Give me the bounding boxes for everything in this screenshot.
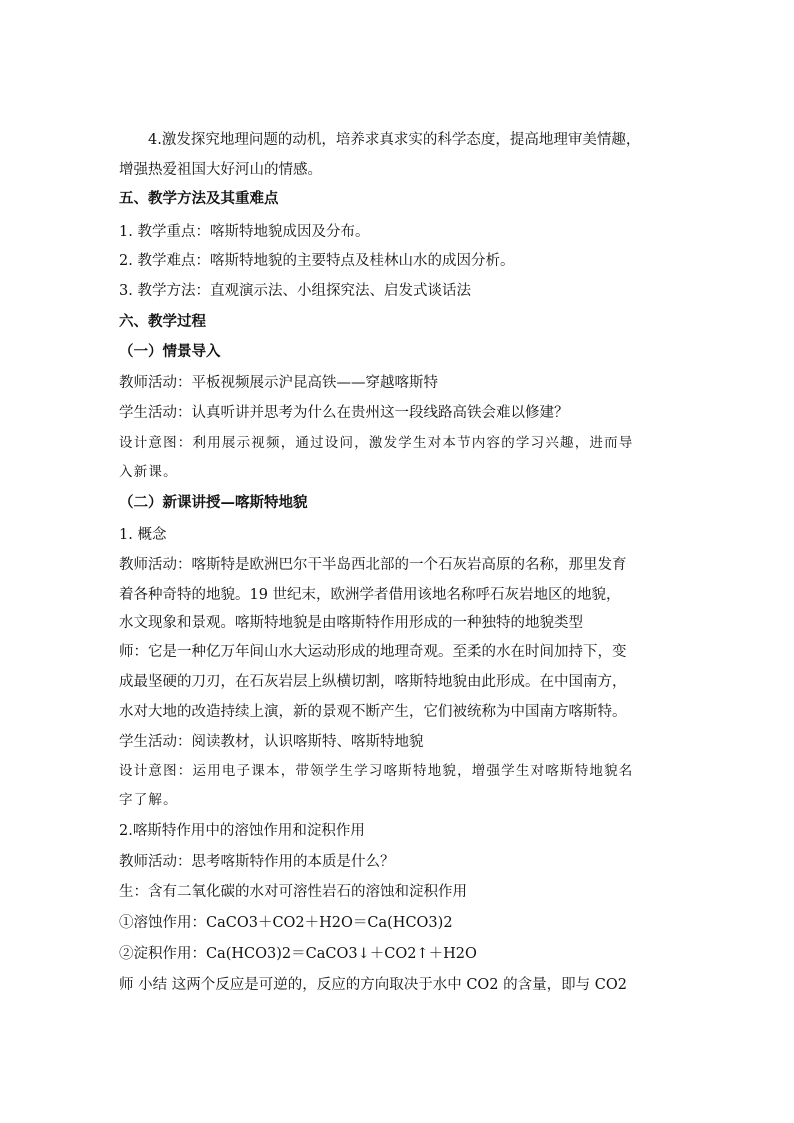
design-intent-line: 入新课。 xyxy=(119,464,178,480)
list-item: 1. 教学重点：喀斯特地貌成因及分布。 xyxy=(119,224,370,240)
design-intent-line: 设计意图：利用展示视频，通过设问，激发学生对本节内容的学习兴趣，进而导 xyxy=(119,435,634,451)
list-item: 1. 概念 xyxy=(119,527,167,543)
paragraph-line: 学生活动：阅读教材，认识喀斯特、喀斯特地貌 xyxy=(119,734,424,750)
paragraph-line: 教师活动：喀斯特是欧洲巴尔干半岛西北部的一个石灰岩高原的名称，那里发育 xyxy=(119,557,627,573)
paragraph-line: 水对大地的改造持续上演，新的景观不断产生，它们被统称为中国南方喀斯特。 xyxy=(119,704,627,720)
equation-line: ①溶蚀作用：CaCO3＋CO2＋H2O＝Ca(HCO3)2 xyxy=(119,915,453,931)
section-heading: 六、教学过程 xyxy=(119,313,206,330)
paragraph-line: 生：含有二氧化碳的水对可溶性岩石的溶蚀和淀积作用 xyxy=(119,884,467,900)
paragraph-line: 学生活动：认真听讲并思考为什么在贵州这一段线路高铁会难以修建？ xyxy=(119,405,569,421)
list-item: 2.喀斯特作用中的溶蚀作用和淀积作用 xyxy=(119,823,365,839)
section-heading: 五、教学方法及其重难点 xyxy=(119,190,279,207)
design-intent-line: 设计意图：运用电子课本，带领学生学习喀斯特地貌，增强学生对喀斯特地貌名 xyxy=(119,763,634,779)
paragraph-line: 水文现象和景观。喀斯特地貌是由喀斯特作用形成的一种独特的地貌类型 xyxy=(119,615,583,631)
subsection-heading: （一）情景导入 xyxy=(119,343,221,360)
paragraph-line: 师 小结 这两个反应是可逆的，反应的方向取决于水中 CO2 的含量，即与 CO2 xyxy=(119,977,627,993)
list-item: 2. 教学难点：喀斯特地貌的主要特点及桂林山水的成因分析。 xyxy=(119,253,515,269)
paragraph-line: 着各种奇特的地貌。19 世纪末，欧洲学者借用该地名称呼石灰岩地区的地貌， xyxy=(119,587,621,603)
paragraph-line: 成最坚硬的刀刃，在石灰岩层上纵横切割，喀斯特地貌由此形成。在中国南方， xyxy=(119,674,627,690)
paragraph-line: 教师活动：平板视频展示沪昆高铁——穿越喀斯特 xyxy=(119,375,438,391)
paragraph-line: 增强热爱祖国大好河山的情感。 xyxy=(119,162,322,178)
subsection-heading: （二）新课讲授—喀斯特地貌 xyxy=(119,494,308,511)
paragraph-line: 师：它是一种亿万年间山水大运动形成的地理奇观。至柔的水在时间加持下，变 xyxy=(119,644,627,660)
paragraph-line: 教师活动：思考喀斯特作用的本质是什么？ xyxy=(119,854,395,870)
list-item: 3. 教学方法：直观演示法、小组探究法、启发式谈话法 xyxy=(119,283,471,299)
equation-line: ②淀积作用：Ca(HCO3)2＝CaCO3↓＋CO2↑＋H2O xyxy=(119,946,477,962)
design-intent-line: 字了解。 xyxy=(119,792,178,808)
paragraph-line: 4.激发探究地理问题的动机，培养求真求实的科学态度，提高地理审美情趣， xyxy=(148,132,641,148)
